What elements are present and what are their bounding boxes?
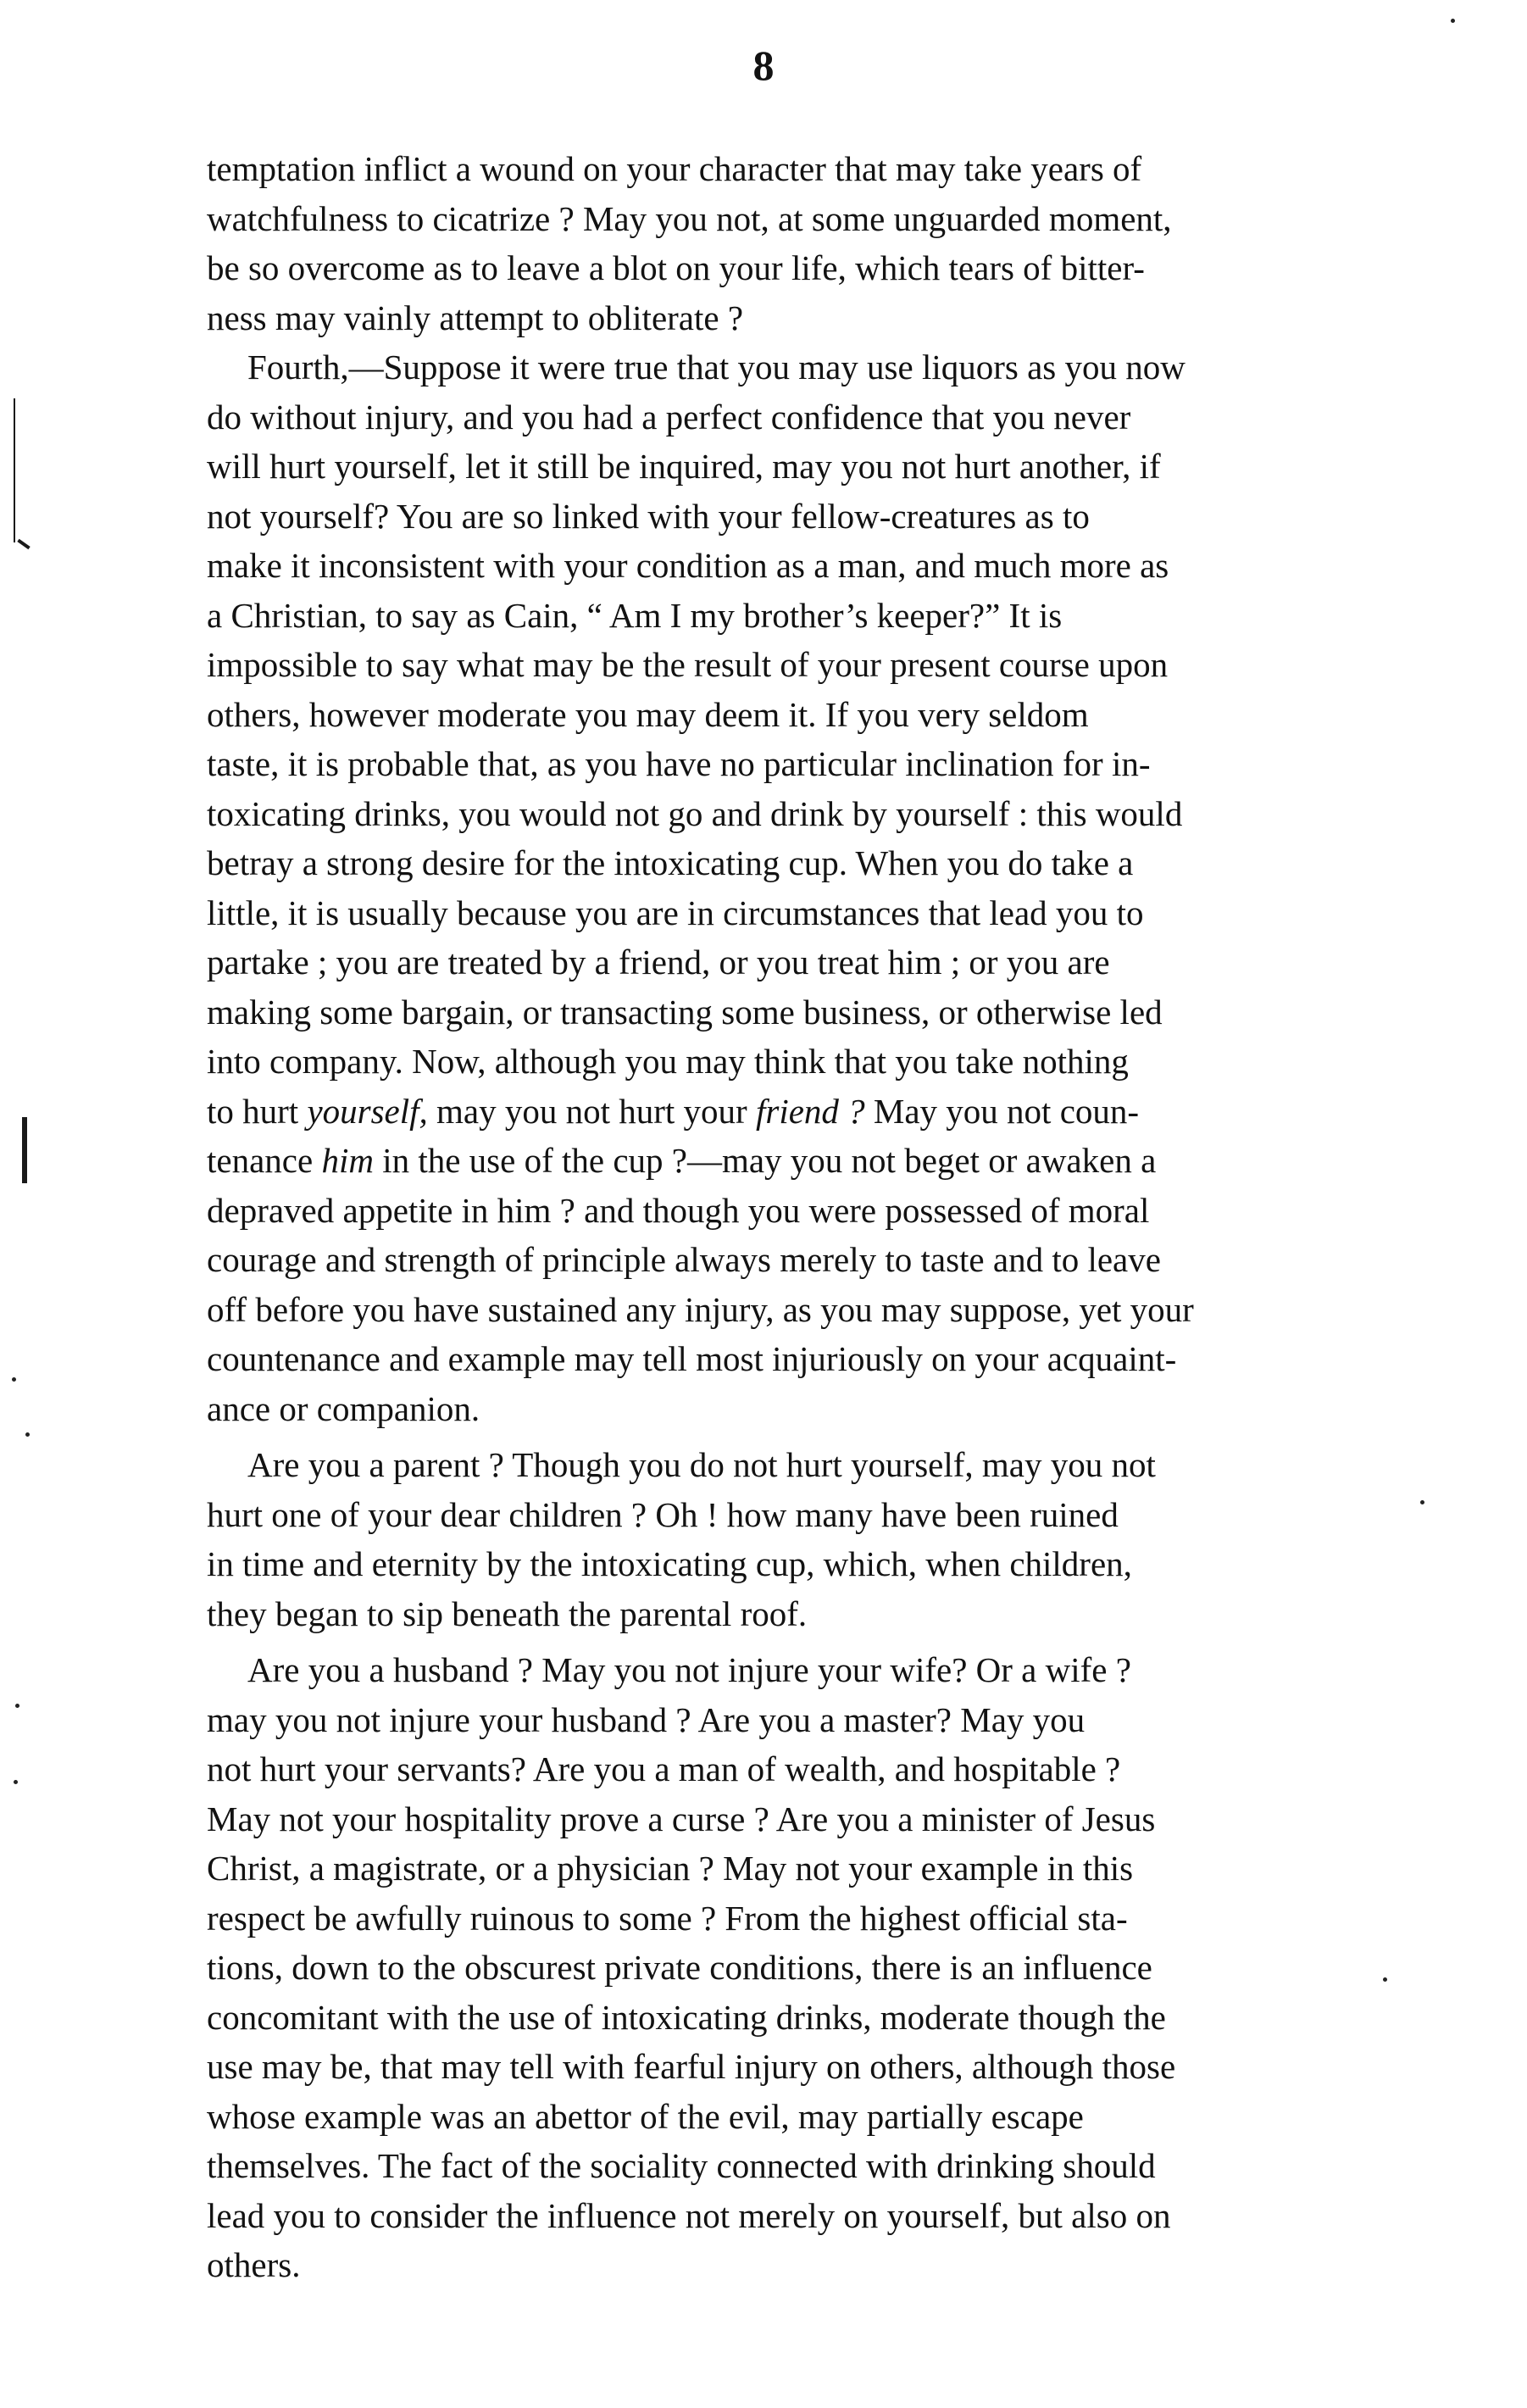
text-line: they began to sip beneath the parental roof.	[207, 1593, 808, 1633]
paragraph-husband	[207, 1645, 1373, 2290]
text-line: others, however moderate you may deem it. If you very seldom	[207, 694, 1089, 734]
text-line: ness may vainly attempt to obliterate ?	[207, 298, 744, 337]
text-line: courage and strength of principle always merely to taste and to leave	[207, 1240, 1161, 1279]
emphasis-him: him	[321, 1141, 374, 1180]
page-number: 8	[752, 42, 775, 89]
margin-speck	[12, 1377, 16, 1382]
text-line: toxicating drinks, you would not go and drink by yourself : this would	[207, 793, 1183, 833]
text-line: making some bargain, or transacting some business, or otherwise led	[207, 992, 1163, 1032]
text-line: use may be, that may tell with fearful injury on others, although those	[207, 2047, 1176, 2086]
text-line: may you not injure your husband ? Are you a master? May you	[207, 1699, 1086, 1739]
margin-scan-mark	[14, 398, 15, 542]
text-line: concomitant with the use of intoxicating drinks, moderate though the	[207, 1997, 1166, 2037]
text-line: be so overcome as to leave a blot on your life, which tears of bitter-	[207, 248, 1145, 287]
text-line: not yourself? You are so linked with your fellow-creatures as to	[207, 496, 1090, 536]
emphasis-yourself: yourself,	[307, 1091, 428, 1131]
paragraph-fourth	[207, 342, 1373, 1433]
text-line: make it inconsistent with your condition as a man, and much more as	[207, 546, 1169, 585]
emphasis-friend: friend ?	[755, 1091, 865, 1131]
margin-speck	[1420, 1500, 1424, 1504]
body-text	[207, 144, 1373, 2290]
text-line: countenance and example may tell most injuriously on your acquaint-	[207, 1339, 1177, 1378]
text-line: ance or companion.	[207, 1388, 480, 1428]
text-line: will hurt yourself, let it still be inquired, may you not hurt another, if	[207, 447, 1161, 486]
text-line: whose example was an abettor of the evil, may partially escape	[207, 2096, 1084, 2136]
text-line: a Christian, to say as Cain, “ Am I my brother’s keeper?” It is	[207, 595, 1063, 635]
text-line: depraved appetite in him ? and though you were possessed of moral	[207, 1190, 1150, 1230]
text-line: Are you a husband ? May you not injure your wife? Or a wife ?	[247, 1650, 1131, 1689]
margin-scan-mark	[22, 1117, 27, 1183]
text-line: Christ, a magistrate, or a physician ? May not your example in this	[207, 1849, 1134, 1888]
text-line: partake ; you are treated by a friend, or you treat him ; or you are	[207, 943, 1110, 982]
paragraph-parent	[207, 1440, 1373, 1638]
text-line: May not your hospitality prove a curse ? Are you a minister of Jesus	[207, 1799, 1156, 1838]
text-line-emphasis: to hurt yourself, may you not hurt your friend ? May you not coun-	[207, 1091, 1140, 1131]
text-line: off before you have sustained any injury, as you may suppose, yet your	[207, 1289, 1194, 1329]
text-line: Fourth,—Suppose it were true that you may use liquors as you now	[247, 348, 1186, 387]
text-line: lead you to consider the influence not merely on yourself, but also on	[207, 2195, 1171, 2235]
text-line: into company. Now, although you may think that you take nothing	[207, 1042, 1129, 1081]
margin-speck	[1383, 1977, 1387, 1982]
text-line: betray a strong desire for the intoxicating cup. When you do take a	[207, 843, 1134, 882]
text-line-emphasis: tenance him in the use of the cup ?—may you not beget or awaken a	[207, 1141, 1157, 1180]
text-line: hurt one of your dear children ? Oh ! how many have been ruined	[207, 1494, 1119, 1534]
margin-speck	[25, 1432, 30, 1437]
text-line: taste, it is probable that, as you have no particular inclination for in-	[207, 744, 1151, 783]
text-line: little, it is usually because you are in circumstances that lead you to	[207, 893, 1144, 932]
text-line: Are you a parent ? Though you do not hurt yourself, may you not	[247, 1445, 1156, 1484]
margin-speck	[1451, 19, 1455, 23]
text-line: not hurt your servants? Are you a man of wealth, and hospitable ?	[207, 1749, 1121, 1788]
text-line: in time and eternity by the intoxicating cup, which, when children,	[207, 1544, 1132, 1583]
margin-speck	[14, 1780, 18, 1784]
text-line: watchfulness to cicatrize ? May you not, at some unguarded moment,	[207, 198, 1172, 238]
text-line: impossible to say what may be the result of your present course upon	[207, 645, 1169, 684]
paragraph-continuation	[207, 144, 1373, 342]
text-line: tions, down to the obscurest private conditions, there is an influence	[207, 1948, 1152, 1987]
margin-speck	[15, 1704, 19, 1708]
text-line: temptation inflict a wound on your character that may take years of	[207, 149, 1142, 188]
text-line: others.	[207, 2245, 301, 2284]
text-line: respect be awfully ruinous to some ? From the highest official sta-	[207, 1898, 1128, 1938]
text-line: themselves. The fact of the sociality connected with drinking should	[207, 2146, 1156, 2185]
margin-scan-mark	[17, 539, 30, 549]
text-line: do without injury, and you had a perfect confidence that you never	[207, 397, 1131, 437]
